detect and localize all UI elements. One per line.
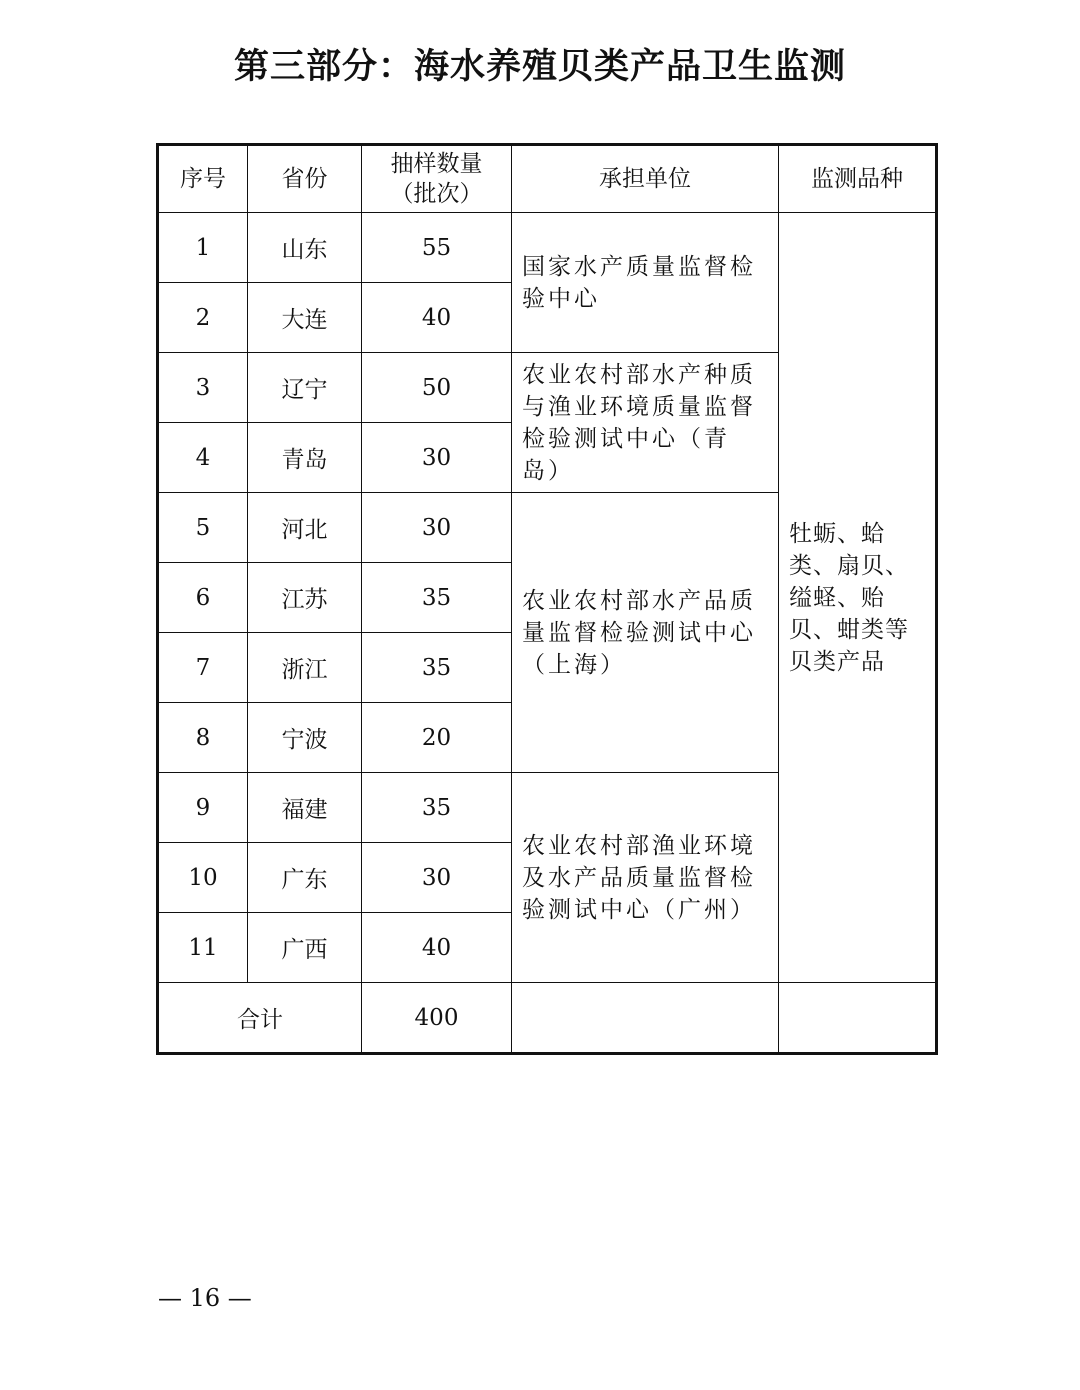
total-row <box>158 983 937 1054</box>
cell-seq: 3 <box>158 353 248 423</box>
total-value: 400 <box>362 983 512 1054</box>
cell-species: 牡蛎、蛤类、扇贝、缢蛏、贻贝、蚶类等贝类产品 <box>779 213 937 983</box>
cell-province: 福建 <box>248 773 362 843</box>
cell-count: 20 <box>362 703 512 773</box>
cell-seq: 7 <box>158 633 248 703</box>
header-seq: 序号 <box>158 145 248 213</box>
cell-count: 40 <box>362 283 512 353</box>
cell-count: 30 <box>362 843 512 913</box>
cell-count: 40 <box>362 913 512 983</box>
header-province: 省份 <box>248 145 362 213</box>
cell-province: 大连 <box>248 283 362 353</box>
cell-unit: 农业农村部水产品质量监督检验测试中心（上海） <box>512 493 779 773</box>
cell-count: 30 <box>362 493 512 563</box>
cell-count: 35 <box>362 773 512 843</box>
page-number: — 16 — <box>158 1284 252 1312</box>
cell-count: 30 <box>362 423 512 493</box>
cell-unit: 国家水产质量监督检验中心 <box>512 213 779 353</box>
cell-province: 江苏 <box>248 563 362 633</box>
monitoring-table <box>156 143 938 1055</box>
cell-seq: 11 <box>158 913 248 983</box>
cell-seq: 5 <box>158 493 248 563</box>
cell-seq: 8 <box>158 703 248 773</box>
cell-seq: 2 <box>158 283 248 353</box>
cell-seq: 10 <box>158 843 248 913</box>
header-sample-line2: （批次） <box>390 181 483 207</box>
cell-count: 50 <box>362 353 512 423</box>
cell-count: 35 <box>362 633 512 703</box>
cell-seq: 6 <box>158 563 248 633</box>
cell-province: 山东 <box>248 213 362 283</box>
cell-seq: 1 <box>158 213 248 283</box>
cell-province: 宁波 <box>248 703 362 773</box>
cell-province: 辽宁 <box>248 353 362 423</box>
total-species-empty <box>779 983 937 1054</box>
cell-unit: 农业农村部渔业环境及水产品质量监督检验测试中心（广州） <box>512 773 779 983</box>
total-label: 合计 <box>158 983 362 1054</box>
cell-seq: 9 <box>158 773 248 843</box>
table-row <box>158 213 937 283</box>
cell-province: 青岛 <box>248 423 362 493</box>
header-sample-line1: 抽样数量 <box>390 151 483 177</box>
cell-unit: 农业农村部水产种质与渔业环境质量监督检验测试中心（青岛） <box>512 353 779 493</box>
header-unit: 承担单位 <box>512 145 779 213</box>
page-title: 第三部分：海水养殖贝类产品卫生监测 <box>233 47 846 87</box>
cell-seq: 4 <box>158 423 248 493</box>
total-unit-empty <box>512 983 779 1054</box>
cell-province: 河北 <box>248 493 362 563</box>
cell-province: 广东 <box>248 843 362 913</box>
cell-count: 55 <box>362 213 512 283</box>
header-species: 监测品种 <box>779 145 937 213</box>
cell-count: 35 <box>362 563 512 633</box>
header-sample-count <box>362 145 512 213</box>
cell-province: 浙江 <box>248 633 362 703</box>
cell-province: 广西 <box>248 913 362 983</box>
